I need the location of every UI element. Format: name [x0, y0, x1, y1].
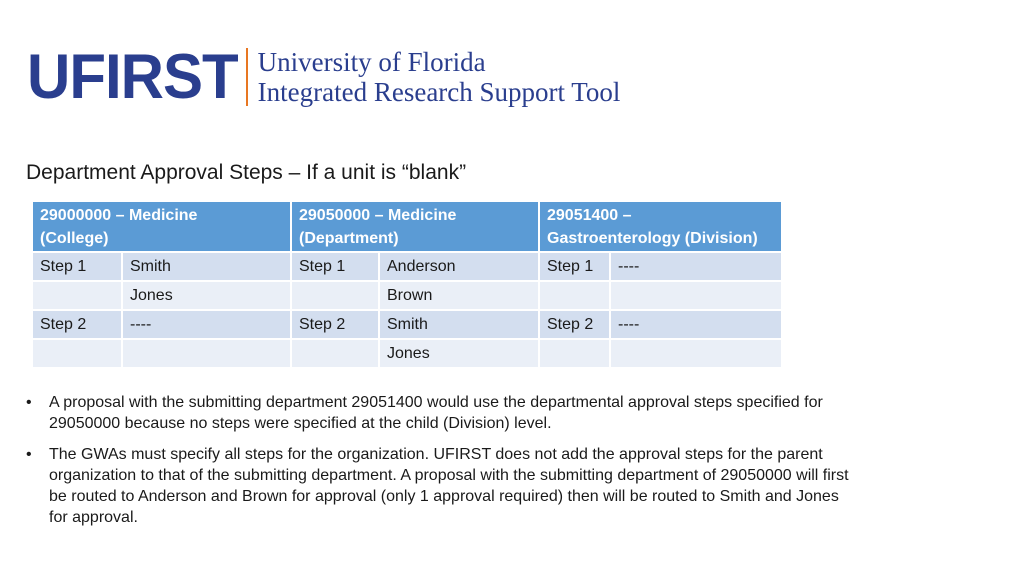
header-department	[291, 201, 539, 252]
bullet-icon: •	[26, 446, 32, 463]
logo-text	[258, 47, 621, 107]
table-cell	[291, 339, 379, 368]
notes-list	[26, 392, 856, 538]
table-cell	[32, 281, 122, 310]
table-cell	[610, 281, 782, 310]
table-cell: Step 1	[32, 252, 122, 281]
header-college-line-1: 29000000 – Medicine	[40, 206, 198, 224]
approval-steps-table	[31, 200, 783, 369]
header-department-line-1: 29050000 – Medicine	[299, 206, 457, 224]
header-college	[32, 201, 291, 252]
table-cell: ----	[610, 310, 782, 339]
table-cell: Smith	[122, 252, 291, 281]
table-cell: Brown	[379, 281, 539, 310]
table-cell	[539, 339, 610, 368]
table-cell	[539, 281, 610, 310]
logo-divider	[246, 48, 248, 106]
note-text: A proposal with the submitting department 29051400 would use the departmental approval steps specified for 29050000 because no steps were specified at the child (Division) level.	[49, 394, 823, 432]
logo-line-1: University of Florida	[257, 47, 486, 77]
table-cell: Step 2	[291, 310, 379, 339]
ufirst-logo	[27, 41, 621, 112]
logo-mark: UFIRST	[27, 41, 238, 112]
table-cell: ----	[610, 252, 782, 281]
table-row	[32, 339, 782, 368]
table-cell	[32, 339, 122, 368]
table-cell	[610, 339, 782, 368]
table-cell: Step 1	[539, 252, 610, 281]
table-cell: Smith	[379, 310, 539, 339]
table-cell: Anderson	[379, 252, 539, 281]
list-item	[26, 392, 856, 434]
logo-line-2: Integrated Research Support Tool	[257, 77, 621, 107]
table-cell: ----	[122, 310, 291, 339]
header-division-line-1: 29051400 –	[547, 206, 632, 224]
table-cell	[122, 339, 291, 368]
note-text: The GWAs must specify all steps for the organization. UFIRST does not add the approval steps for the parent organization to that of the submitting department. A proposal with the submitting department of 29050000 will first be routed to Anderson and Brown for approval (only 1 approval required) then will be routed to Smith and Jones for approval.	[49, 446, 849, 526]
table-cell: Step 1	[291, 252, 379, 281]
table-cell	[291, 281, 379, 310]
table-row	[32, 310, 782, 339]
bullet-icon: •	[26, 394, 32, 411]
header-department-line-2: (Department)	[299, 229, 399, 247]
header-college-line-2: (College)	[40, 229, 109, 247]
table-header-row	[32, 201, 782, 252]
table-cell: Jones	[122, 281, 291, 310]
table-cell: Step 2	[539, 310, 610, 339]
table-cell: Jones	[379, 339, 539, 368]
page-title: Department Approval Steps – If a unit is “blank”	[26, 161, 467, 184]
list-item	[26, 444, 856, 528]
table-cell: Step 2	[32, 310, 122, 339]
header-division	[539, 201, 782, 252]
header-division-line-2: Gastroenterology (Division)	[547, 229, 758, 247]
table-row	[32, 252, 782, 281]
table-row	[32, 281, 782, 310]
